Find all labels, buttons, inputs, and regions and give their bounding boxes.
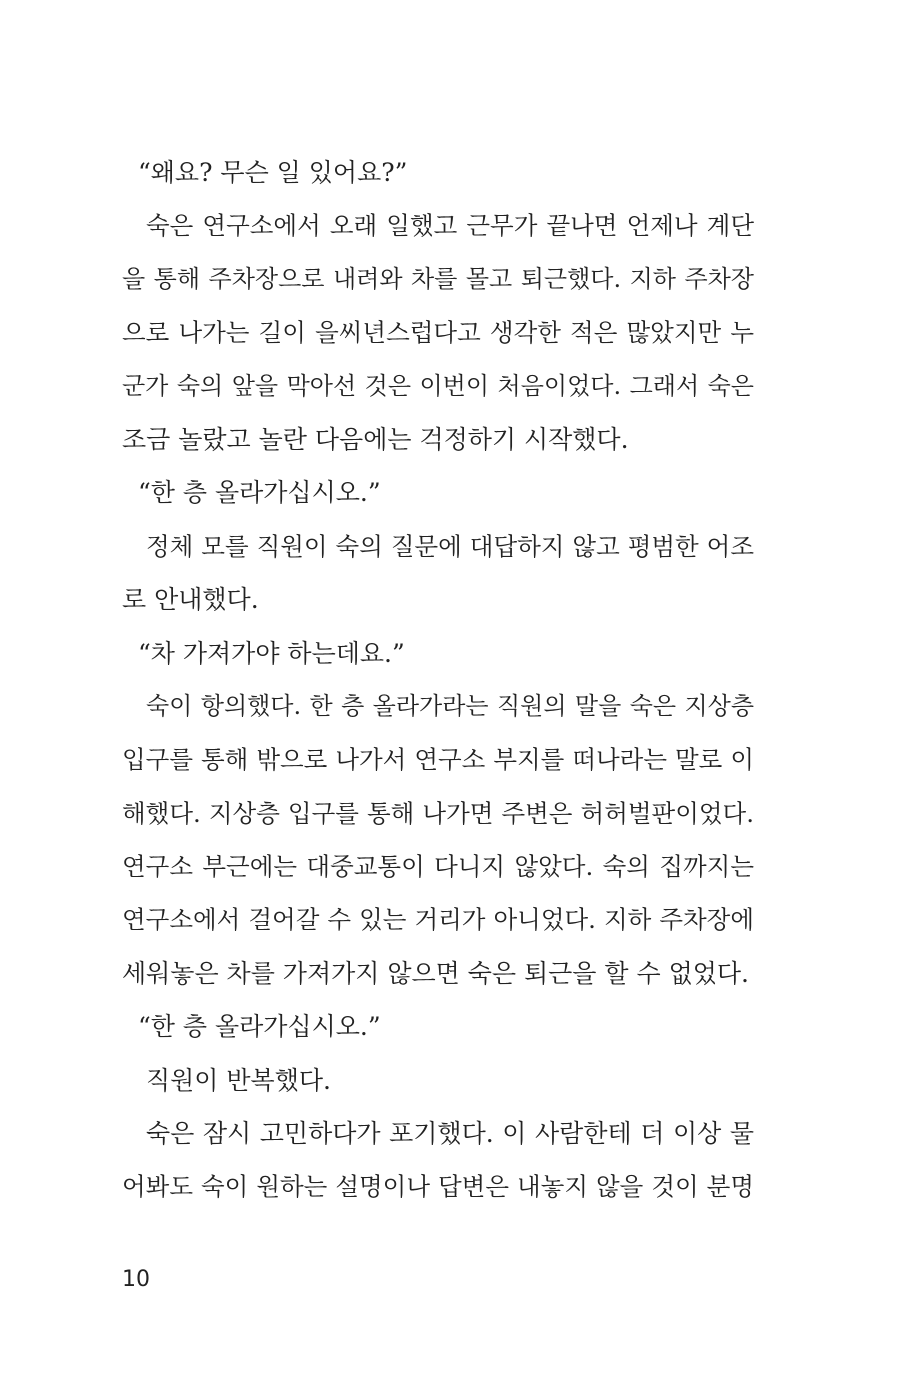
text-line: “한 층 올라가십시오.” xyxy=(138,478,381,508)
text-line: 숙은 연구소에서 오래 일했고 근무가 끝나면 언제나 계단 xyxy=(146,211,754,241)
text-line: 연구소 부근에는 대중교통이 다니지 않았다. 숙의 집까지는 xyxy=(122,852,754,882)
text-line: 세워놓은 차를 가져가지 않으면 숙은 퇴근을 할 수 없었다. xyxy=(122,958,749,988)
text-line: 로 안내했다. xyxy=(122,585,259,615)
text-line: 해했다. 지상층 입구를 통해 나가면 주변은 허허벌판이었다. xyxy=(122,798,754,828)
text-line: 을 통해 주차장으로 내려와 차를 몰고 퇴근했다. 지하 주차장 xyxy=(122,264,754,293)
text-line: “차 가져가야 하는데요.” xyxy=(138,638,405,668)
text-line: 숙이 항의했다. 한 층 올라가라는 직원의 말을 숙은 지상층 xyxy=(146,691,754,720)
text-line: 직원이 반복했다. xyxy=(146,1065,331,1095)
body-text xyxy=(122,146,754,1214)
text-line: “한 층 올라가십시오.” xyxy=(138,1012,381,1042)
text-line: 연구소에서 걸어갈 수 있는 거리가 아니었다. 지하 주차장에 xyxy=(122,905,754,935)
text-line: 조금 놀랐고 놀란 다음에는 걱정하기 시작했다. xyxy=(122,424,629,454)
text-line: 으로 나가는 길이 을씨년스럽다고 생각한 적은 많았지만 누 xyxy=(122,318,754,348)
text-line: 숙은 잠시 고민하다가 포기했다. 이 사람한테 더 이상 물 xyxy=(146,1119,754,1149)
text-line: “왜요? 무슨 일 있어요?” xyxy=(138,158,408,187)
text-line: 정체 모를 직원이 숙의 질문에 대답하지 않고 평범한 어조 xyxy=(146,531,754,561)
text-line: 어봐도 숙이 원하는 설명이나 답변은 내놓지 않을 것이 분명 xyxy=(122,1172,754,1202)
text-line: 군가 숙의 앞을 막아선 것은 이번이 처음이었다. 그래서 숙은 xyxy=(122,371,754,400)
text-line: 입구를 통해 밖으로 나가서 연구소 부지를 떠나라는 말로 이 xyxy=(122,745,754,775)
page-number: 10 xyxy=(122,1267,150,1292)
